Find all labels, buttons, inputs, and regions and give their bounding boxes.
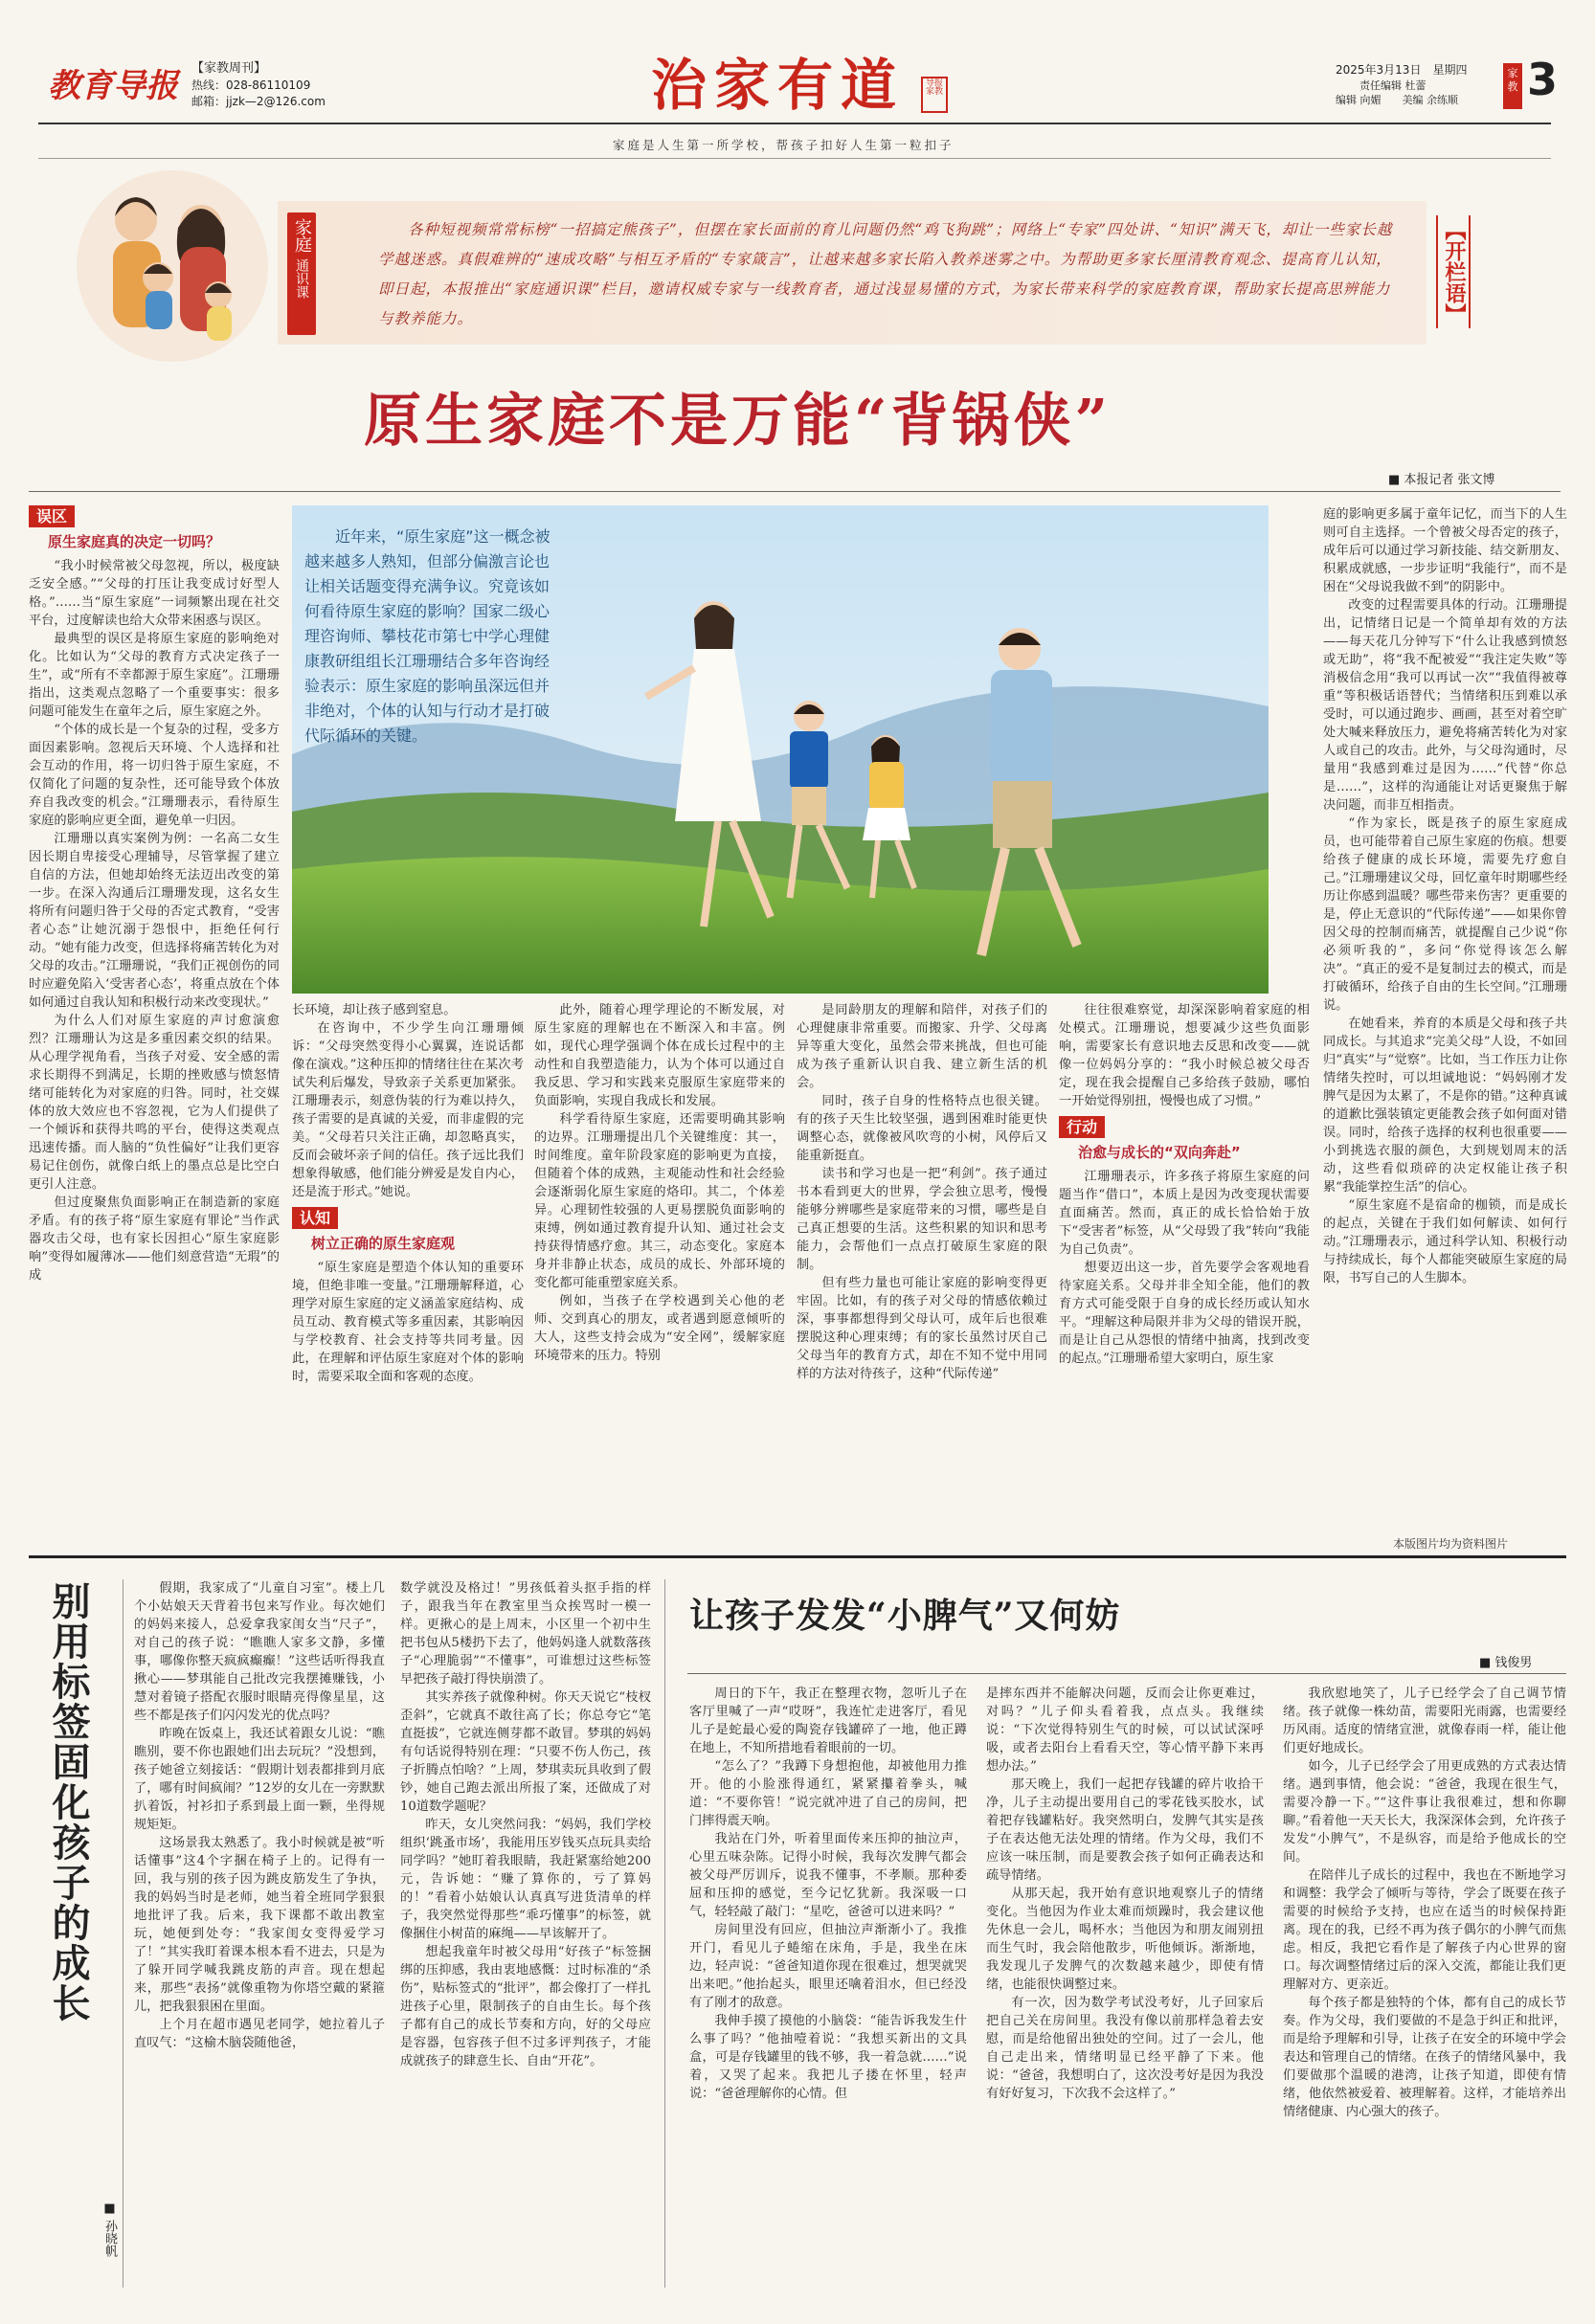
section-divider	[29, 1555, 1566, 1558]
page-number: 3	[1527, 54, 1559, 105]
sub-cognition: 树立正确的原生家庭观	[311, 1235, 456, 1252]
paragraph: 昨天，女儿突然问我：“妈妈，我们学校组织‘跳蚤市场’，我能用压岁钱买点玩具卖给同学吗？”她盯着我眼睛，我赶紧塞给她200元，告诉她：“赚了算你的，亏了算妈的！”看着小姑娘认认真真写进货清单的样子，我突然觉得那些“乖巧懂事”的标签，就像捆住小树苗的麻绳——早该解开了。	[400, 1818, 651, 1941]
paragraph: 每个孩子都是独特的个体，都有自己的成长节奏。作为父母，我们要做的不是急于纠正和批评，而是给予理解和引导，让孩子在安全的环境中学会表达和管理自己的情绪。在孩子的情绪风暴中，我们要做那个温暖的港湾，让孩子知道，即使有情绪，他依然被爱着、被理解着。这样，才能培养出情绪健康、内心强大的孩子。	[1283, 1996, 1566, 2119]
paragraph: 昨晚在饭桌上，我还试着跟女儿说：“瞧瞧别，要不你也跟她们出去玩玩？”没想到，孩子她爸立刻接话：“假期计划表都排到月底了，哪有时间疯闹？”12岁的女儿在一旁默默扒着饭，衬衫扣子系到最上面一颗，坐得规规矩矩。	[134, 1727, 385, 1832]
article3-rule	[687, 1673, 1566, 1674]
main-headline: 原生家庭不是万能“背锅侠”	[364, 388, 1112, 455]
main-col-1	[29, 505, 280, 1285]
slogan: 家庭是人生第一所学校，帮孩子扣好人生第一粒扣子	[613, 138, 955, 152]
article3-col-3	[1283, 1685, 1566, 2121]
sub-misread: 原生家庭真的决定一切吗？	[48, 533, 221, 550]
tag-cognition: 认知	[292, 1207, 338, 1229]
paragraph: 我伸手摸了摸他的小脑袋：“能告诉我发生什么事了吗？”他抽噎着说：“我想买新出的文具盒，可是存钱罐里的钱不够，我一着急就……”说着，又哭了起来。我把儿子搂在怀里，轻声说：“爸爸理解你的心情。但	[689, 2014, 967, 2101]
paragraph: 庭的影响更多属于童年记忆，而当下的人生则可自主选择。一个曾被父母否定的孩子，成年后可以通过学习新技能、结交新朋友、积累成就感，一步步证明“我能行”，而不是困在“父母说我做不到”的阴影中。	[1323, 507, 1567, 594]
paragraph: 是同龄朋友的理解和陪伴，对孩子们的心理健康非常重要。而搬家、升学、父母离异等重大变化，虽然会带来挑战，但也可能成为孩子重新认识自我、建立新生活的机会。	[797, 1003, 1047, 1090]
masthead-rule	[38, 123, 1551, 124]
family-illustration	[67, 151, 278, 362]
photo-caption: 本版图片均为资料图片	[1393, 1537, 1509, 1551]
paragraph: “原生家庭是塑造个体认知的重要环境，但绝非唯一变量。”江珊珊解释道，心理学对原生家庭的定义涵盖家庭结构、成员互动、教育模式等多重因素，其影响因与学校教育、社会支持等共同考量。因此，在理解和评估原生家庭对个体的影响时，需要采取全面和客观的态度。	[292, 1261, 524, 1384]
tag-action: 行动	[1059, 1116, 1105, 1138]
column-vertical-label	[287, 212, 316, 335]
hotline-label: 热线：	[191, 78, 227, 92]
paragraph: 江珊珊表示，许多孩子将原生家庭的问题当作“借口”，本质上是因为改变现状需要直面痛苦。然而，真正的成长恰恰始于放下“受害者”标签，从“父母毁了我”转向“我能为自己负责”。	[1059, 1170, 1310, 1257]
paragraph: 是摔东西并不能解决问题，反而会让你更难过，对吗？”儿子仰头看着我，点点头。我继续说：“下次觉得特别生气的时候，可以试试深呼吸，或者去阳台上看看天空，等心情平静下来再想办法。”	[986, 1687, 1264, 1774]
main-col-3	[534, 1001, 785, 1365]
article-divider	[664, 1579, 665, 2288]
column-label-family: 家庭	[292, 218, 312, 253]
main-col-4	[797, 1001, 1047, 1383]
open-column-label: 【开栏语】	[1436, 215, 1471, 328]
paragraph: 想要迈出这一步，首先要学会客观地看待家庭关系。父母并非全知全能，他们的教育方式可能受限于自身的成长经历或认知水平。“理解这种局限并非为父母的错误开脱，而是让自己从怨恨的情绪中抽离，找到改变的起点。”江珊珊希望大家明白，原生家	[1059, 1261, 1310, 1366]
paragraph: 例如，当孩子在学校遇到关心他的老师、交到真心的朋友，或者遇到愿意倾听的大人，这些支持会成为“安全网”，缓解家庭环境带来的压力。特别	[534, 1294, 785, 1363]
paragraph: “我小时候常被父母忽视，所以，极度缺乏安全感。”“父母的打压让我变成讨好型人格。”……当“原生家庭”一词频繁出现在社交平台，过度解读也给大众带来困惑与误区。	[29, 559, 280, 628]
paragraph: 在她看来，养育的本质是父母和孩子共同成长。与其追求“完美父母”人设，不如回归“真实”与“觉察”。比如，当工作压力让你情绪失控时，可以坦诚地说：“妈妈刚才发脾气是因为太累了，不是你的错。”这种真诚的道歉比强装镇定更能教会孩子如何面对错误。同时，给孩子选择的权利也很重要——小到挑选衣服的颜色，大到规划周末的活动，这些看似琐碎的决定权能让孩子积累“我能掌控生活”的信心。	[1323, 1017, 1567, 1195]
email-label: 邮箱：	[191, 95, 227, 108]
paragraph: 上个月在超市遇见老同学，她拉着儿子直叹气：“这榆木脑袋随他爸，	[134, 2018, 385, 2050]
paragraph: 但过度聚焦负面影响正在制造新的家庭矛盾。有的孩子将“原生家庭有罪论”当作武器攻击父母，也有家长因担心“原生家庭影响”变得如履薄冰——他们刻意营造“无瑕”的成	[29, 1196, 280, 1283]
article2-author: ■ 孙晓帆	[102, 2201, 117, 2258]
newspaper-logo: 教育导报	[48, 67, 178, 105]
paragraph: 周日的下午，我正在整理衣物，忽听儿子在客厅里喊了一声“哎呀”，我连忙走进客厅，看见儿子是蛇最心爱的陶瓷存钱罐碎了一地，他正蹲在地上，不知所措地看着眼前的一切。	[689, 1687, 967, 1755]
main-col-2	[292, 1001, 524, 1386]
article3-col-1	[689, 1685, 967, 2103]
tag-misread: 误区	[29, 505, 75, 527]
weekly-label: 【家教周刊】	[191, 61, 267, 76]
paragraph: 在陪伴儿子成长的过程中，我也在不断地学习和调整：我学会了倾听与等待，学会了既要在孩子需要的时候给予支持，也应在适当的时候保持距离。现在的我，已经不再为孩子偶尔的小脾气而焦虑。相反，我把它看作是了解孩子内心世界的窗口。每次调整情绪过后的深入交流，都能让我们更理解对方、更亲近。	[1283, 1868, 1566, 1992]
issue-date: 2025年3月13日 星期四	[1336, 63, 1468, 77]
hotline	[191, 77, 310, 93]
lead-paragraph: 近年来，“原生家庭”这一概念被越来越多人熟知，但部分偏激言论也让相关话题变得充满争议。究竟该如何看待原生家庭的影响？国家二级心理咨询师、攀枝花市第七中学心理健康教研组组长江珊珊结合多年咨询经验表示：原生家庭的影响虽深远但并非绝对，个体的认知与行动才是打破代际循环的关键。	[304, 527, 550, 745]
sub-action: 治愈与成长的“双向奔赴”	[1078, 1144, 1241, 1161]
page-title: 治家有道	[651, 53, 905, 118]
main-byline: ■ 本报记者 张文博	[1388, 473, 1495, 487]
paragraph: 假期，我家成了“儿童自习室”。楼上几个小姑娘天天背着书包来写作业。每次她们的妈妈来接人，总爱拿我家闺女当“尺子”，对自己的孩子说：“瞧瞧人家多文静，多懂事，哪像你整天疯疯癫癫！”这些话听得我直揪心——梦琪能自己批改完我摆摊赚钱，小慧对着镜子搭配衣服时眼睛亮得像星星，这些不都是孩子们闪闪发光的优点吗？	[134, 1581, 385, 1723]
paragraph: “个体的成长是一个复杂的过程，受多方面因素影响。忽视后天环境、个人选择和社会互动的作用，将一切归咎于原生家庭，不仅简化了问题的复杂性，还可能导致个体放弃自我改变的机会。”江珊珊表示，看待原生家庭的影响应更全面，避免单一归因。	[29, 723, 280, 828]
paragraph: 但有些力量也可能让家庭的影响变得更牢固。比如，有的孩子对父母的情感依赖过深，事事都想得到父母认可，成年后也很难摆脱这种心理束缚；有的家长虽然讨厌自己父母当年的教育方式，却在不知不觉中用同样的方法对待孩子，这种“代际传递”	[797, 1276, 1047, 1381]
headline-rule	[29, 491, 1561, 492]
paragraph: “怎么了？”我蹲下身想抱他，却被他用力推开。他的小脸涨得通红，紧紧攥着拳头，喊道：“不要你管！”说完就冲进了自己的房间，把门摔得震天响。	[689, 1759, 967, 1828]
paragraph: 有一次，因为数学考试没考好，儿子回家后把自己关在房间里。我没有像以前那样急着去安慰，而是给他留出独处的空间。过了一会儿，他自己走出来，情绪明显已经平静了下来。他说：“爸爸，我想明白了，这次没考好是因为我没有好好复习，下次我不会这样了。”	[986, 1996, 1264, 2101]
paragraph: 读书和学习也是一把“利剑”。孩子通过书本看到更大的世界，学会独立思考，慢慢能够分辨哪些是家庭带来的习惯，哪些是自己真正想要的生活。这些积累的知识和思考能力，会帮他们一点点打破原生家庭的限制。	[797, 1167, 1047, 1272]
paragraph: 这场景我太熟悉了。我小时候就是被“听话懂事”这4个字捆在椅子上的。记得有一回，我与别的孩子因为跳皮筋发生了争执，我的妈妈当时是老师，她当着全班同学狠狠地批评了我。后来，我下课都不敢出教室玩，她便到处夸：“我家闺女变得爱学习了！”其实我盯着课本根本看不进去，只是为了躲开同学喊我跳皮筋的声音。现在想起来，那些“表扬”就像重物为你塔空戴的紧箍儿，把我狠狠困在里面。	[134, 1836, 385, 2014]
hotline-number: 028-86110109	[226, 78, 311, 92]
paragraph: 往往很难察觉，却深深影响着家庭的相处模式。江珊珊说，想要减少这些负面影响，需要家长有意识地去反思和改变——就像一位妈妈分享的：“我小时候总被父母否定，现在我会提醒自己多给孩子鼓励，哪怕一开始觉得别扭，慢慢也成了习惯。”	[1059, 1003, 1310, 1108]
paragraph: 长环境，却让孩子感到窒息。	[292, 1003, 457, 1017]
paragraph: 为什么人们对原生家庭的声讨愈演愈烈？江珊珊认为这是多重因素交织的结果。从心理学视角看，当孩子对爱、安全感的需求长期得不到满足，长期的挫败感与愤怒情绪可能转化为对家庭的归咎。同时，社交媒体的放大效应也不容忽视，它为人们提供了一个倾诉和获得共鸣的平台，使得这类观点迅速传播。而人脑的“负性偏好”让我们更容易记住创伤，就像白纸上的墨点总是比空白更引人注意。	[29, 1014, 280, 1192]
paragraph: 从那天起，我开始有意识地观察儿子的情绪变化。当他因为作业太难而烦躁时，我会建议他先休息一会儿，喝杯水；当他因为和朋友闹别扭而生气时，我会陪他散步，听他倾诉。渐渐地，我发现儿子发脾气的次数越来越少，即使有情绪，也能很快调整过来。	[986, 1887, 1264, 1992]
paragraph: 数学就没及格过！”男孩低着头抠手指的样子，跟我当年在教室里当众挨骂时一模一样。更揪心的是上周末，小区里一个初中生把书包从5楼扔下去了，他妈妈逢人就数落孩子“心理脆弱”“不懂事”，可谁想过这些标签早把孩子敲打得快崩溃了。	[400, 1581, 651, 1687]
paragraph: 其实养孩子就像种树。你天天说它“枝杈歪斜”，它就真不敢往高了长；你总夸它“笔直挺拔”，它就连侧芽都不敢冒。梦琪的妈妈有句话说得特别在理：“只要不伤人伤己，孩子折腾点怕啥？”上周，梦琪卖玩具收到了假钞，她自己跑去派出所报了案，还做成了对10道数学题呢？	[400, 1690, 651, 1814]
paragraph: 如今，儿子已经学会了用更成熟的方式表达情绪。遇到事情，他会说：“爸爸，我现在很生气，需要冷静一下。”“这件事让我很难过，想和你聊聊。”看着他一天天长大，我深深体会到，允许孩子发发“小脾气”，不是纵容，而是给予他成长的空间。	[1283, 1759, 1566, 1865]
paragraph: 改变的过程需要具体的行动。江珊珊提出，记情绪日记是一个简单却有效的方法——每天花几分钟写下“什么让我感到愤怒或无助”，将“我不配被爱”“我注定失败”等消极信念用“我可以再试一次”“我值得被尊重”等积极话语替代；当情绪积压到难以承受时，可以通过跑步、画画，甚至对着空旷处大喊来释放压力，避免将痛苦转化为对家人或自己的攻击。此外，与父母沟通时，尽量用“我感到难过是因为……”代替“你总是……”，这样的沟通能让对话更聚焦于解决问题，而非互相指责。	[1323, 598, 1567, 813]
article3-author: ■ 钱俊男	[1479, 1656, 1533, 1670]
article3-col-2	[986, 1685, 1264, 2103]
column-label-course: 通识课	[294, 258, 309, 299]
page-label: 家教	[1503, 63, 1522, 109]
article2-col-1	[134, 1579, 385, 2052]
paragraph: 此外，随着心理学理论的不断发展，对原生家庭的理解也在不断深入和丰富。例如，现代心理学强调个体在成长过程中的主动性和自我塑造能力，认为个体可以通过自我反思、学习和实践来克服原生家庭带来的负面影响，实现自我成长和发展。	[534, 1003, 785, 1108]
paragraph: 那天晚上，我们一起把存钱罐的碎片收拾干净，儿子主动提出要用自己的零花钱买胶水，试着把存钱罐粘好。我突然明白，发脾气其实是孩子在表达他无法处理的情绪。作为父母，我们不应该一味压制，而是要教会孩子如何正确表达和疏导情绪。	[986, 1777, 1264, 1883]
paragraph: 最典型的误区是将原生家庭的影响绝对化。比如认为“父母的教育方式决定孩子一生”，或“所有不幸都源于原生家庭”。江珊珊指出，这类观点忽略了一个重要事实：很多问题可能发生在童年之后，原生家庭之外。	[29, 632, 280, 719]
paragraph: “作为家长，既是孩子的原生家庭成员，也可能带着自己原生家庭的伤痕。想要给孩子健康的成长环境，需要先疗愈自己。”江珊珊建议父母，回忆童年时期哪些经历让你感到温暖？哪些带来伤害？更重要的是，停止无意识的“代际传递”——如果你曾因父母的控制而痛苦，就提醒自己少说“你必须听我的”，多问“你觉得该怎么解决”。“真正的爱不是复制过去的模式，而是打破循环，给孩子自由的生长空间。”江珊珊说。	[1323, 816, 1567, 1013]
editor-credit: 责任编辑 杜蕾	[1359, 79, 1427, 92]
paragraph: 我站在门外，听着里面传来压抑的抽泣声，心里五味杂陈。记得小时候，我每次发脾气都会被父母严厉训斥，说我不懂事，不孝顺。那种委屈和压抑的感觉，至今记忆犹新。我深吸一口气，轻轻敲了敲门：“星吃，爸爸可以进来吗？”	[689, 1832, 967, 1919]
editor-credit-2: 编辑 向媚 美编 余练顺	[1336, 94, 1458, 106]
main-col-5	[1059, 1001, 1310, 1368]
masthead	[0, 0, 1595, 152]
paragraph: 科学看待原生家庭，还需要明确其影响的边界。江珊珊提出几个关键维度：其一，时间维度。童年阶段家庭的影响更为直接，但随着个体的成熟，主观能动性和社会经验会逐渐弱化原生家庭的烙印。其二，个体差异。心理韧性较强的人更易摆脱负面影响的束缚，例如通过教育提升认知、通过社会支持获得情感疗愈。其三，动态变化。家庭本身并非静止状态，成员的成长、外部环境的变化都可能重塑家庭关系。	[534, 1112, 785, 1290]
article2-headline: 别用标签固化孩子的成长	[46, 1581, 91, 2023]
column-intro-text: 各种短视频常常标榜“一招搞定熊孩子”，但摆在家长面前的育儿问题仍然“鸡飞狗跳”；网络上“专家”四处讲、“知识”满天飞，却让一些家长越学越迷惑。真假难辨的“速成攻略”与相互矛盾的“专家箴言”，让越来越多家长陷入教养迷雾之中。为帮助更多家长厘清教育观念、提高育儿认知，即日起，本报推出“家庭通识课”栏目，邀请权威专家与一线教育者，通过浅显易懂的方式，为家长带来科学的家庭教育课，帮助家长提高思辨能力与教养能力。	[378, 221, 1393, 327]
email-address: jjzk—2@126.com	[226, 95, 326, 108]
paragraph: “原生家庭不是宿命的枷锁，而是成长的起点，关键在于我们如何解读、如何行动。”江珊珊表示，通过科学认知、积极行动与持续成长，每个人都能突破原生家庭的局限，书写自己的人生脚本。	[1323, 1198, 1567, 1285]
paragraph: 同时，孩子自身的性格特点也很关键。有的孩子天生比较坚强，遇到困难时能更快调整心态，就像被风吹弯的小树，风停后又能重新挺直。	[797, 1094, 1047, 1163]
main-col-6	[1323, 505, 1567, 1287]
paragraph: 想起我童年时被父母用“好孩子”标签捆绑的压抑感，我由衷地感慨：过时标准的“杀伤”，贴标签式的“批评”，都会像打了一样扎进孩子心里，限制孩子的自由生长。每个孩子都有自己的成长节奏和方向，好的父母应是容器，包容孩子但不过多评判孩子，才能成就孩子的肆意生长、自由“开花”。	[400, 1945, 651, 2068]
paragraph: 房间里没有回应，但抽泣声渐渐小了。我推开门，看见儿子蜷缩在床角，手是，我坐在床边，轻声说：“爸爸知道你现在很难过，想哭就哭出来吧。”他抬起头，眼里还噙着泪水，但已经没有了刚才的敌意。	[689, 1923, 967, 2010]
article2-vertical-rule	[123, 1579, 124, 2288]
email	[191, 93, 326, 109]
paragraph: 我欣慰地笑了，儿子已经学会了自己调节情绪。孩子就像一株幼苗，需要阳光雨露，也需要经历风雨。适度的情绪宣泄，就像春雨一样，能让他们更好地成长。	[1283, 1687, 1566, 1755]
title-seal: 导报家教	[921, 77, 948, 113]
paragraph: 在咨询中，不少学生向江珊珊倾诉：“父母突然变得小心翼翼，连说话都像在演戏。”这种压抑的情绪往往在某次考试失利后爆发，导致亲子关系更加紧张。江珊珊表示，刻意伪装的行为难以持久，孩子需要的是真诚的关爱，而非虚假的完美。“父母若只关注正确，却忽略真实，反而会破坏亲子间的信任。孩子远比我们想象得敏感，他们能分辨爱是发自内心，还是流于形式。”她说。	[292, 1021, 524, 1199]
article3-headline: 让孩子发发“小脾气”又何妨	[689, 1596, 1121, 1636]
article2-col-2	[400, 1579, 651, 2070]
paragraph: 江珊珊以真实案例为例：一名高二女生因长期自卑接受心理辅导，尽管掌握了建立自信的方法，但她却始终无法迈出改变的第一步。在深入沟通后江珊珊发现，这名女生将所有问题归咎于父母的否定式教育，“受害者心态”让她沉溺于怨恨中，拒绝任何行动。“她有能力改变，但选择将痛苦转化为对父母的攻击。”江珊珊说，“我们正视创伤的同时应避免陷入‘受害者心态’，将重点放在个体如何通过自我认知和积极行动来改变现状。”	[29, 832, 280, 1010]
